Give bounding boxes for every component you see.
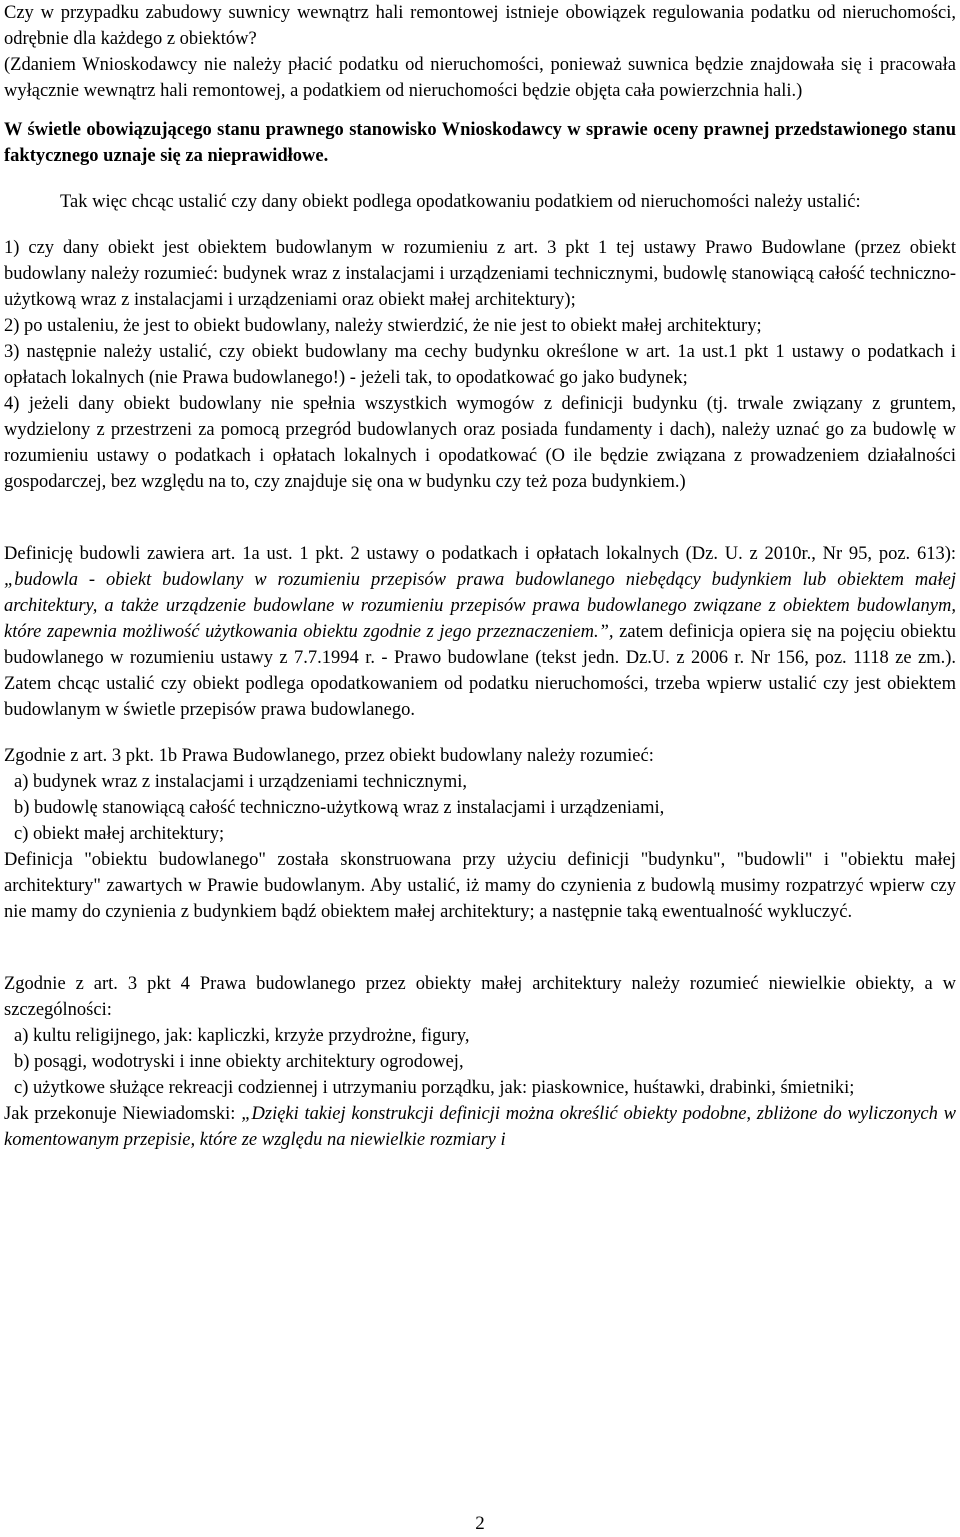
step-2-paragraph: 2) po ustaleniu, że jest to obiekt budowlany, należy stwierdzić, że nie jest to obiekt małej architektury; (4, 316, 762, 336)
building-definition-paragraph (4, 541, 956, 723)
list-item: a) budynek wraz z instalacjami i urządzeniami technicznymi, (14, 772, 468, 792)
page-number: 2 (475, 1513, 485, 1534)
step-4-paragraph: 4) jeżeli dany obiekt budowlany nie spełnia wszystkich wymogów z definicji budynku (tj. trwale związany z gruntem, wydzielony z przestrzeni za pomocą przegród budowlanych oraz posiada fundamenty i dach), należy uznać go za budowlę w rozumieniu ustawy o podatkach i opłatach lokalnych i opodatkować (O ile będzie związana z prowadzeniem działalności gospodarczej, bez względu na to, czy znajduje się ona w budynku czy też poza budynkiem.) (4, 394, 956, 492)
definition-conclusion-text: zatem definicja opiera się na pojęciu obiektu budowlanego w rozumieniu ustawy z 7.7.1994 r. - Prawo budowlane (tekst jedn. Dz.U. z 2006 r. Nr 156, poz. 1118 ze zm.). Zatem chcąc ustalić czy obiekt podlega opodatkowaniem od podatku nieruchomości, trzeba wpierw ustalić czy jest obiektem budowlanym w świetle przepisów prawa budowlanego. (4, 622, 956, 720)
list-item: a) kultu religijnego, jak: kapliczki, krzyże przydrożne, figury, (14, 1026, 470, 1046)
list-item (4, 1075, 956, 1101)
commentary-intro-text: Jak przekonuje Niewiadomski: (4, 1104, 242, 1124)
commentary-paragraph (4, 1101, 956, 1153)
list-item: b) posągi, wodotryski i inne obiekty architektury ogrodowej, (14, 1052, 464, 1072)
commentary-quote-text: „Dzięki takiej konstrukcji definicji można określić obiekty podobne, zbliżone do wyliczonych w komentowanym przepisie, które ze względu na niewielkie rozmiary i (4, 1104, 957, 1150)
ruling-paragraph: W świetle obowiązującego stanu prawnego stanowisko Wnioskodawcy w sprawie oceny prawnej przedstawionego stanu faktycznego uznaje się za nieprawidłowe. (4, 120, 956, 166)
small-architecture-intro: Zgodnie z art. 3 pkt 4 Prawa budowlanego przez obiekty małej architektury należy rozumieć niewielkie obiekty, a w szczególności: (4, 974, 956, 1020)
list-item: b) budowlę stanowiącą całość techniczno-użytkową wraz z instalacjami i urządzeniami, (14, 798, 665, 818)
definition-explanation-paragraph: Definicja "obiektu budowlanego" została skonstruowana przy użyciu definicji "budynku", "budowli" i "obiektu małej architektury" zawartych w Prawie budowlanym. Aby ustalić, iż mamy do czynienia z budowlą musimy rozpatrzyć wpierw czy nie mamy do czynienia z budynkiem bądź obiektem małej architektury; a następnie taką ewentualność wykluczyć. (4, 850, 956, 922)
intro-paragraph: Tak więc chcąc ustalić czy dany obiekt podlega opodatkowaniu podatkiem od nieruchomości należy ustalić: (60, 192, 861, 212)
question-paragraph: Czy w przypadku zabudowy suwnicy wewnątrz hali remontowej istnieje obowiązek regulowania podatku od nieruchomości, odrębnie dla każdego z obiektów? (4, 3, 956, 49)
definition-quote-text: „budowla - obiekt budowlany w rozumieniu przepisów prawa budowlanego niebędący budynkiem lub obiektem małej architektury, a także urządzenie budowlane w rozumieniu przepisów prawa budowlanego związane z obiektem budowlanym, które zapewnia możliwość użytkowania obiektu zgodnie z jego przeznaczeniem.”, (4, 570, 956, 642)
applicant-opinion-paragraph: (Zdaniem Wnioskodawcy nie należy płacić podatku od nieruchomości, ponieważ suwnica będzie znajdowała się i pracowała wyłącznie wewnątrz hali remontowej, a podatkiem od nieruchomości będzie objęta cała powierzchnia hali.) (4, 55, 956, 101)
list-item: c) obiekt małej architektury; (14, 824, 225, 844)
list-item-text: c) użytkowe służące rekreacji codziennej i utrzymaniu porządku, jak: piaskownice, huśtawki, drabinki, śmietniki; (14, 1078, 855, 1098)
construction-law-intro: Zgodnie z art. 3 pkt. 1b Prawa Budowlanego, przez obiekt budowlany należy rozumieć: (4, 746, 654, 766)
step-1-paragraph: 1) czy dany obiekt jest obiektem budowlanym w rozumieniu z art. 3 pkt 1 tej ustawy Prawo Budowlane (przez obiekt budowlany należy rozumieć: budynek wraz z instalacjami i urządzeniami technicznymi, budowlę stanowiącą całość techniczno-użytkową wraz z instalacjami i urządzeniami oraz obiekt małej architektury); (4, 238, 956, 310)
document-page (4, 0, 956, 1153)
step-3-paragraph: 3) następnie należy ustalić, czy obiekt budowlany ma cechy budynku określone w art. 1a ust.1 pkt 1 ustawy o podatkach i opłatach lokalnych (nie Prawa budowlanego!) - jeżeli tak, to opodatkować go jako budynek; (4, 342, 956, 388)
definition-intro-text: Definicję budowli zawiera art. 1a ust. 1 pkt. 2 ustawy o podatkach i opłatach lokalnych (Dz. U. z 2010r., Nr 95, poz. 613): (4, 544, 956, 564)
